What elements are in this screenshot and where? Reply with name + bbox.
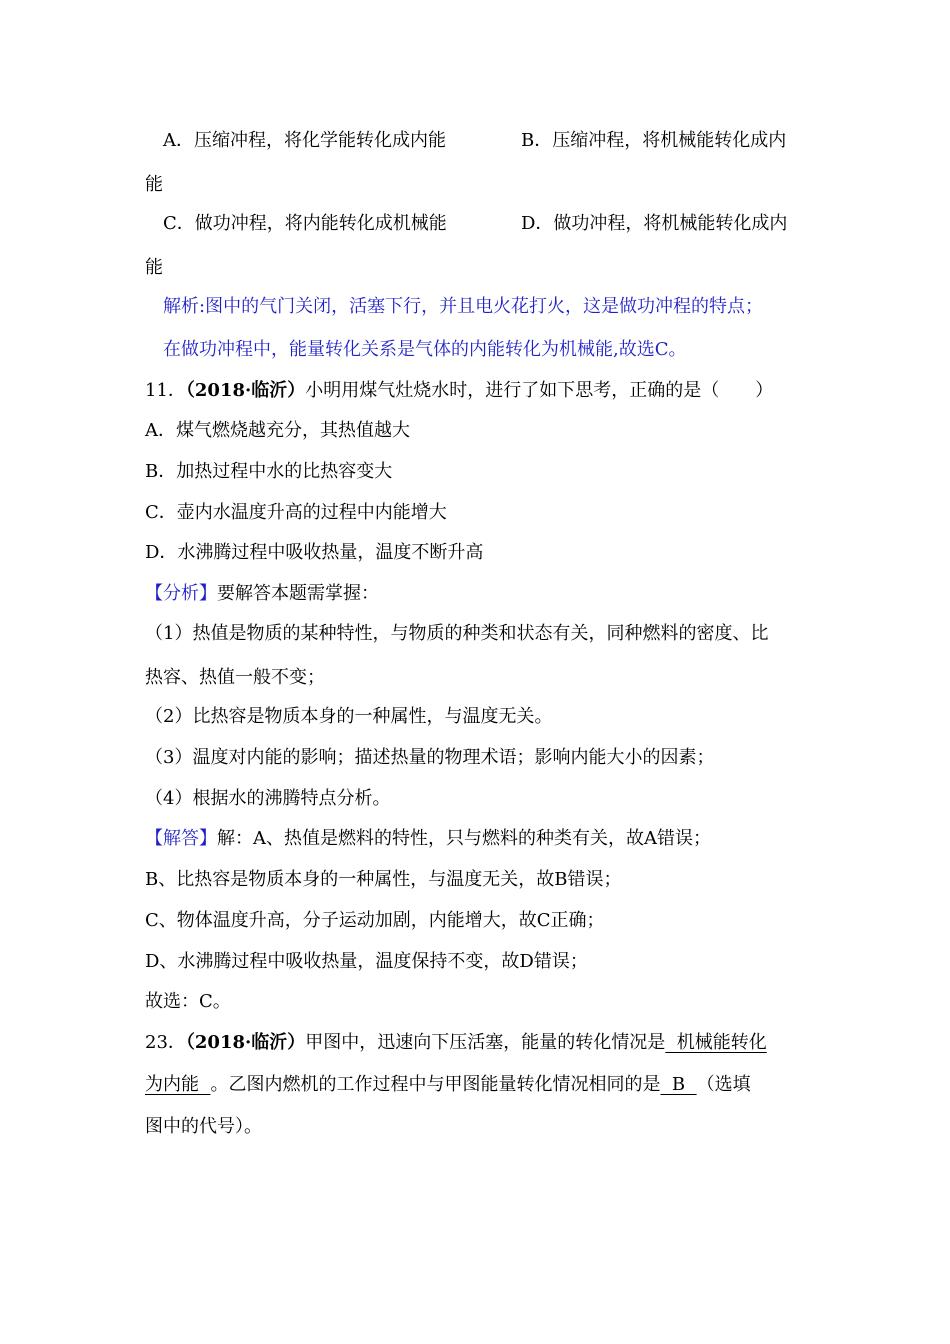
- q11-answer-d: D、水沸腾过程中吸收热量，温度保持不变，故D错误；: [145, 951, 588, 972]
- answer-a: 解：A、热值是燃料的特性，只与燃料的种类有关，故A错误；: [217, 828, 711, 849]
- q10-analysis-line-1: 解析:图中的气门关闭，活塞下行，并且电火花打火，这是做功冲程的特点；: [163, 296, 764, 317]
- q23-stem-2: 。乙图内燃机的工作过程中与甲图能量转化情况相同的是: [210, 1074, 661, 1095]
- q11-point-1b: 热容、热值一般不变；: [145, 667, 325, 688]
- q11-option-d: D．水沸腾过程中吸收热量，温度不断升高: [145, 542, 484, 563]
- q23-stem-1: 甲图中，迅速向下压活塞，能量的转化情况是: [305, 1032, 666, 1053]
- q10-option-b-wrap: 能: [145, 174, 163, 195]
- q11-number: 11．: [145, 380, 186, 401]
- q11-answer-b: B、比热容是物质本身的一种属性，与温度无关，故B错误；: [145, 869, 622, 890]
- q11-stem: [145, 379, 773, 403]
- q11-point-2: （2）比热容是物质本身的一种属性，与温度无关。: [145, 706, 553, 727]
- q10-option-d: D．做功冲程，将机械能转化成内: [521, 213, 788, 234]
- analysis-intro: 要解答本题需掌握：: [217, 583, 379, 604]
- answer-tag: 【解答】: [145, 828, 217, 849]
- q23-stem-line-1: [145, 1031, 767, 1055]
- q10-analysis-line-2: 在做功冲程中，能量转化关系是气体的内能转化为机械能,故选C。: [163, 339, 687, 360]
- q23-number: 23．: [145, 1032, 186, 1053]
- q23-stem-line-2: [145, 1073, 751, 1097]
- q10-option-a: A．压缩冲程，将化学能转化成内能: [163, 130, 446, 151]
- q11-option-b: B．加热过程中水的比热容变大: [145, 461, 393, 482]
- q23-blank-1b: 为内能: [145, 1074, 211, 1095]
- q23-blank-1a: 机械能转化: [665, 1032, 767, 1053]
- q11-analysis-heading: [145, 582, 379, 606]
- q23-source: （2018·临沂）: [185, 1032, 306, 1053]
- q23-stem-3: （选填: [696, 1074, 751, 1095]
- q11-conclusion: 故选：C。: [145, 991, 231, 1012]
- q11-answer-heading: [145, 827, 711, 851]
- q11-option-a: A．煤气燃烧越充分，其热值越大: [145, 420, 410, 441]
- q11-point-3: （3）温度对内能的影响；描述热量的物理术语；影响内能大小的因素；: [145, 747, 715, 768]
- q10-option-c: C．做功冲程，将内能转化成机械能: [163, 213, 447, 234]
- q11-point-1a: （1）热值是物质的某种特性，与物质的种类和状态有关，同种燃料的密度、比: [145, 623, 769, 644]
- q10-option-b: B．压缩冲程，将机械能转化成内: [521, 130, 787, 151]
- q11-source: （2018·临沂）: [185, 380, 306, 401]
- q11-option-c: C．壶内水温度升高的过程中内能增大: [145, 502, 447, 523]
- q10-option-d-wrap: 能: [145, 257, 163, 278]
- q11-point-4: （4）根据水的沸腾特点分析。: [145, 788, 391, 809]
- q23-stem-line-3: 图中的代号）。: [145, 1116, 262, 1137]
- q11-answer-c: C、物体温度升高，分子运动加剧，内能增大，故C正确；: [145, 910, 605, 931]
- q23-blank-2: B: [660, 1074, 697, 1095]
- q11-stem-text: 小明用煤气灶烧水时，进行了如下思考，正确的是（ ）: [305, 380, 774, 401]
- analysis-tag: 【分析】: [145, 583, 217, 604]
